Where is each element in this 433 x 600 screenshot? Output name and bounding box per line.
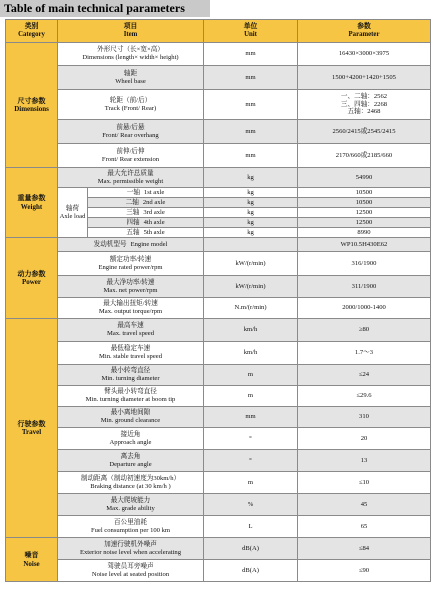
param-cell: 311/1900 [298, 276, 431, 298]
unit-cell: kg [204, 198, 298, 208]
title-bar [0, 0, 210, 17]
table-row [6, 168, 431, 188]
unit-cell: kW/(r/min) [204, 276, 298, 298]
item-cell: 最小离地间隙 Min. ground clearance [58, 407, 204, 428]
table-row [6, 66, 431, 90]
param-cell: 10500 [298, 188, 431, 198]
item-cell: 接近角 Approach angle [58, 428, 204, 450]
item-cell: 最小转弯直径 Min. turning diameter [58, 365, 204, 386]
table-row [6, 342, 431, 365]
param-cell: 20 [298, 428, 431, 450]
item-cell: 最大允许总质量 Max. permissible weight [58, 168, 204, 188]
unit-cell: kg [204, 228, 298, 238]
table-row [6, 516, 431, 538]
unit-cell [204, 238, 298, 252]
param-cell: 1500+4200+1420+1505 [298, 66, 431, 90]
param-cell: 65 [298, 516, 431, 538]
param-cell: 54990 [298, 168, 431, 188]
axle-item: 三轴 3rd axle [88, 208, 204, 218]
category-weight: 重量参数 Weight [6, 168, 58, 238]
table-row [6, 365, 431, 386]
unit-cell: mm [204, 407, 298, 428]
unit-cell: kg [204, 208, 298, 218]
item-cell: 制动距离（制动初速度为30km/h） Braking distance (at 30 km/h ) [58, 472, 204, 494]
param-cell: ≤84 [298, 538, 431, 560]
table-row [6, 560, 431, 582]
param-cell: 45 [298, 494, 431, 516]
param-cell: ≤10 [298, 472, 431, 494]
category-noise: 噪音 Noise [6, 538, 58, 582]
unit-cell: kg [204, 168, 298, 188]
param-cell: 12500 [298, 218, 431, 228]
param-cell: ≤24 [298, 365, 431, 386]
unit-cell: kg [204, 218, 298, 228]
item-cell: 加速行驶机外噪声 Exterior noise level when accelerating [58, 538, 204, 560]
param-cell: 13 [298, 450, 431, 472]
header-item: 项目 Item [58, 20, 204, 43]
unit-cell: mm [204, 120, 298, 144]
table-row [6, 276, 431, 298]
page-title: Table of main technical parameters [4, 1, 185, 15]
param-cell: 16430×3000×3975 [298, 43, 431, 66]
category-dimensions: 尺寸参数 Dimensions [6, 43, 58, 168]
unit-cell: kg [204, 188, 298, 198]
header-unit: 单位 Unit [204, 20, 298, 43]
item-cell: 额定功率/转速 Engine rated power/rpm [58, 252, 204, 276]
category-power: 动力参数 Power [6, 238, 58, 319]
table-row [6, 238, 431, 252]
item-cell: 前伸/后伸 Front/ Rear extension [58, 144, 204, 168]
unit-cell: km/h [204, 319, 298, 342]
table-row [6, 450, 431, 472]
item-cell: 最大输出扭矩/转速 Max. output torque/rpm [58, 298, 204, 319]
param-cell: 10500 [298, 198, 431, 208]
param-cell: ≤29.6 [298, 386, 431, 407]
table-row [6, 538, 431, 560]
item-cell: 驾驶员耳旁噪声 Noise level at seated position [58, 560, 204, 582]
unit-cell: kW/(r/min) [204, 252, 298, 276]
unit-cell: mm [204, 144, 298, 168]
table-row [6, 43, 431, 66]
param-cell: 310 [298, 407, 431, 428]
unit-cell: m [204, 472, 298, 494]
unit-cell: % [204, 494, 298, 516]
param-cell: 2000/1000-1400 [298, 298, 431, 319]
table-row [6, 120, 431, 144]
unit-cell: ° [204, 428, 298, 450]
item-cell: 离去角 Departure angle [58, 450, 204, 472]
item-cell: 轴距 Wheel base [58, 66, 204, 90]
unit-cell: mm [204, 43, 298, 66]
item-cell: 前悬/后悬 Front/ Rear overhang [58, 120, 204, 144]
table-row [6, 428, 431, 450]
unit-cell: m [204, 365, 298, 386]
param-cell: 1.7～3 [298, 342, 431, 365]
table-row [6, 252, 431, 276]
unit-cell: ° [204, 450, 298, 472]
param-cell: WP10.5H430E62 [298, 238, 431, 252]
table-row [6, 188, 431, 198]
unit-cell: mm [204, 90, 298, 120]
param-cell: ≤90 [298, 560, 431, 582]
param-cell: ≥80 [298, 319, 431, 342]
axle-load-label: 轴荷 Axle load [58, 188, 88, 238]
table-row [6, 407, 431, 428]
item-cell: 最大净功率/转速 Max. net power/rpm [58, 276, 204, 298]
table-row [6, 90, 431, 120]
item-cell: 最大爬坡能力 Max. grade ability [58, 494, 204, 516]
param-cell: 316/1900 [298, 252, 431, 276]
parameters-table [5, 19, 431, 582]
unit-cell: L [204, 516, 298, 538]
category-travel: 行驶参数 Travel [6, 319, 58, 538]
param-cell: 一、二轴：2562 三、四轴：2268 五轴：2468 [298, 90, 431, 120]
table-row [6, 472, 431, 494]
axle-item: 一轴 1st axle [88, 188, 204, 198]
item-cell: 最高车速 Max. travel speed [58, 319, 204, 342]
item-cell: 百公里油耗 Fuel consumption per 100 km [58, 516, 204, 538]
table-row [6, 494, 431, 516]
item-cell: 轮距（前/后） Track (Front/ Rear) [58, 90, 204, 120]
table-header [6, 20, 431, 43]
item-cell: 臂头最小转弯直径 Min. turning diameter at boom tip [58, 386, 204, 407]
axle-item: 二轴 2nd axle [88, 198, 204, 208]
item-cell: 发动机型号 Engine model [58, 238, 204, 252]
param-cell: 2560/2415或2545/2415 [298, 120, 431, 144]
item-cell: 外形尺寸（长×宽×高） Dimensions (length× width× height) [58, 43, 204, 66]
table-row [6, 298, 431, 319]
table-row [6, 319, 431, 342]
param-cell: 2170/660或2185/660 [298, 144, 431, 168]
header-category: 类别 Category [6, 20, 58, 43]
unit-cell: m [204, 386, 298, 407]
unit-cell: dB(A) [204, 538, 298, 560]
unit-cell: N.m/(r/min) [204, 298, 298, 319]
param-cell: 8990 [298, 228, 431, 238]
table-row [6, 386, 431, 407]
item-cell: 最低稳定车速 Min. stable travel speed [58, 342, 204, 365]
header-parameter: 参数 Parameter [298, 20, 431, 43]
table-row [6, 144, 431, 168]
unit-cell: mm [204, 66, 298, 90]
unit-cell: km/h [204, 342, 298, 365]
axle-item: 五轴 5th axle [88, 228, 204, 238]
unit-cell: dB(A) [204, 560, 298, 582]
axle-item: 四轴 4th axle [88, 218, 204, 228]
param-cell: 12500 [298, 208, 431, 218]
